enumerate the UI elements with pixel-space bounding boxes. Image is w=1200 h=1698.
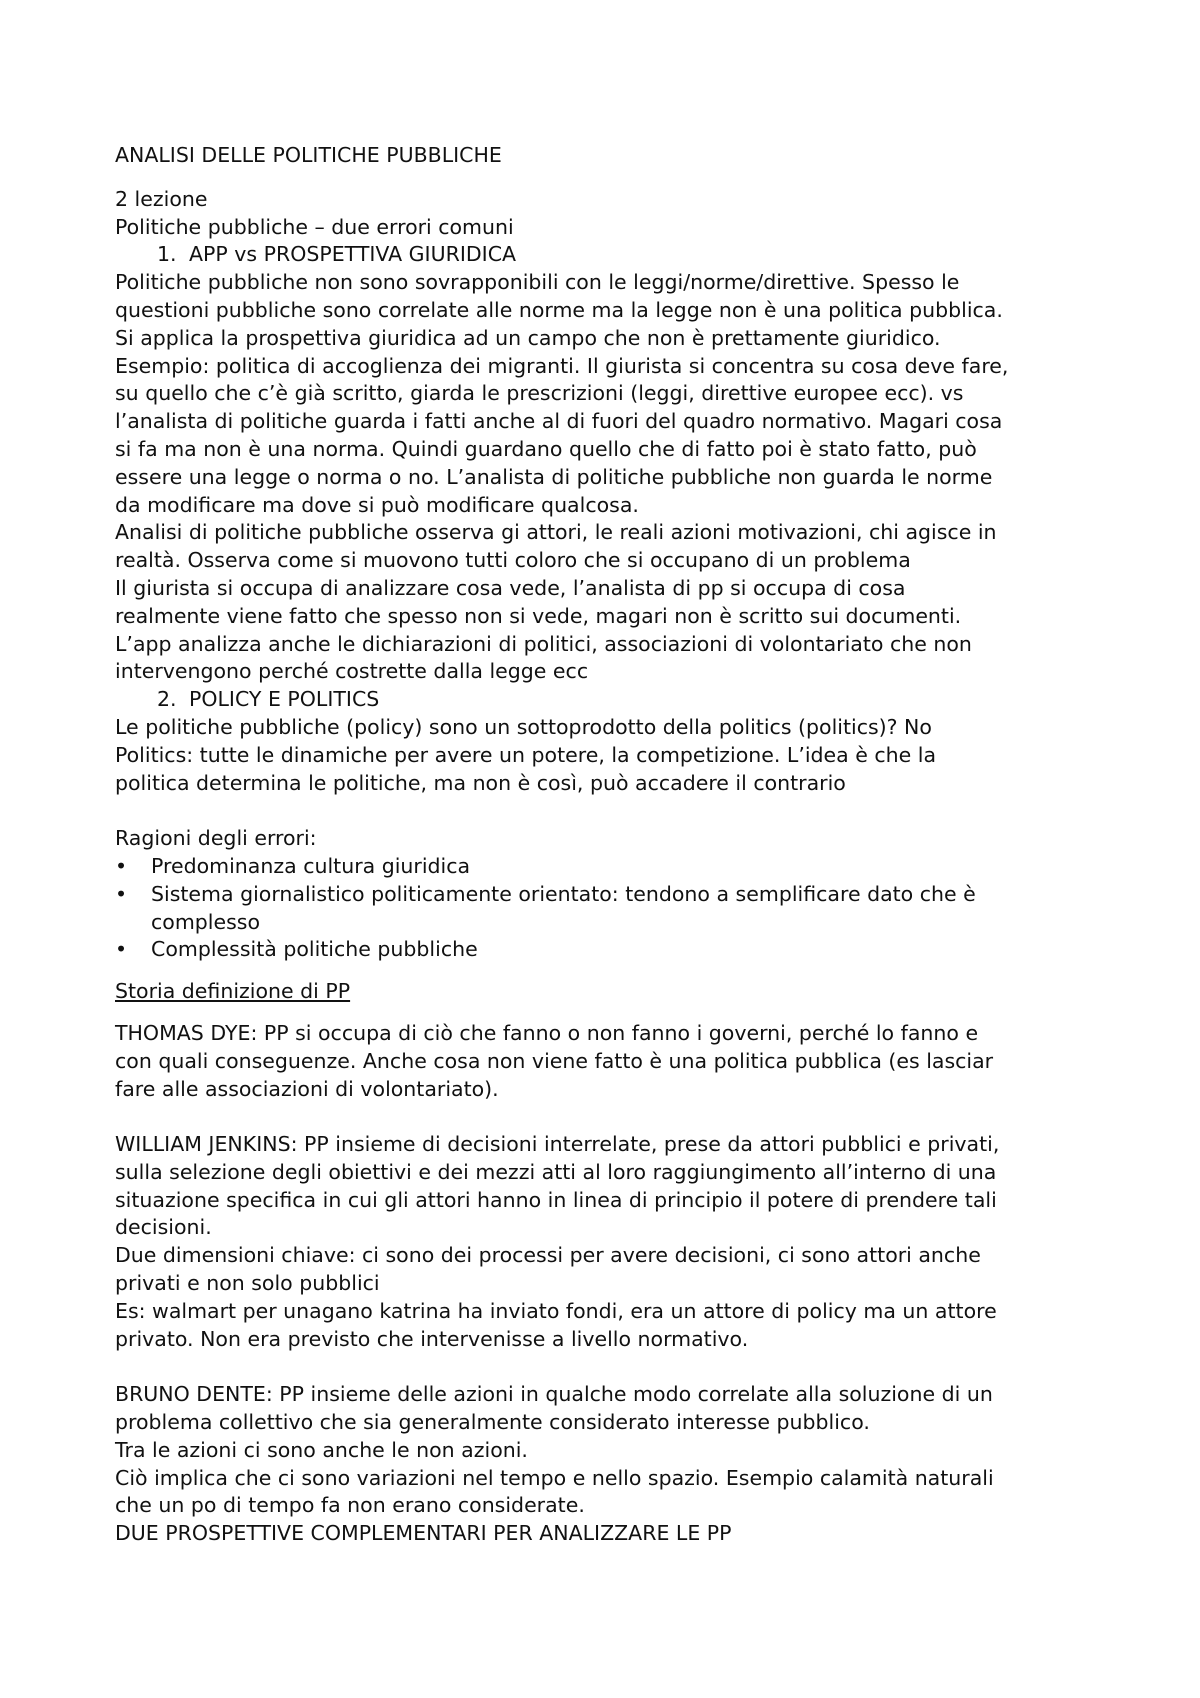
text-line: l’analista di politiche guarda i fatti anche al di fuori del quadro normativo. Magari cosa <box>115 409 1003 434</box>
section-2-body <box>115 714 1115 797</box>
text-line: realmente viene fatto che spesso non si vede, magari non è scritto sui documenti. <box>115 603 962 628</box>
text-line: Si applica la prospettiva giuridica ad un campo che non è prettamente giuridico. <box>115 325 941 350</box>
dente-definition <box>115 1381 1115 1548</box>
text-line: Analisi di politiche pubbliche osserva gi attori, le reali azioni motivazioni, chi agisce in <box>115 520 997 545</box>
text-line: Il giurista si occupa di analizzare cosa vede, l’analista di pp si occupa di cosa <box>115 575 906 600</box>
list-item: • Complessità politiche pubbliche <box>115 936 1115 964</box>
spacer <box>115 1353 1115 1381</box>
spacer <box>115 797 1115 825</box>
text-line: DUE PROSPETTIVE COMPLEMENTARI PER ANALIZZARE LE PP <box>115 1521 732 1546</box>
text-line: WILLIAM JENKINS: PP insieme di decisioni interrelate, prese da attori pubblici e privati, <box>115 1132 1000 1157</box>
text-line: Es: walmart per unagano katrina ha inviato fondi, era un attore di policy ma un attore <box>115 1298 997 1323</box>
document-subtitle: Politiche pubbliche – due errori comuni <box>115 214 514 239</box>
lesson-label: 2 lezione <box>115 186 208 211</box>
list-item: • Predominanza cultura giuridica <box>115 853 1115 881</box>
reasons-heading: Ragioni degli errori: <box>115 826 317 851</box>
text-line: questioni pubbliche sono correlate alle norme ma la legge non è una politica pubblica. <box>115 297 1003 322</box>
text-line: situazione specifica in cui gli attori hanno in linea di principio il potere di prendere tali <box>115 1187 997 1212</box>
text-line: privati e non solo pubblici <box>115 1271 380 1296</box>
spacer <box>115 1103 1115 1131</box>
text-line: Ciò implica che ci sono variazioni nel tempo e nello spazio. Esempio calamità naturali <box>115 1465 994 1490</box>
section-2-number: 2. <box>157 687 177 712</box>
text-line: Le politiche pubbliche (policy) sono un sottoprodotto della politics (politics)? No <box>115 714 932 739</box>
text-line: BRUNO DENTE: PP insieme delle azioni in qualche modo correlate alla soluzione di un <box>115 1382 993 1407</box>
section-2-heading <box>115 686 1115 714</box>
section-2-heading-text: POLICY E POLITICS <box>189 687 380 712</box>
history-heading: Storia definizione di PP <box>115 979 351 1004</box>
text-line: L’app analizza anche le dichiarazioni di politici, associazioni di volontariato che non <box>115 631 972 656</box>
text-line: su quello che c’è già scritto, giarda le prescrizioni (leggi, direttive europee ecc). vs <box>115 381 964 406</box>
list-item-text: Sistema giornalistico politicamente orientato: tendono a semplificare dato che è <box>151 881 976 906</box>
text-line: THOMAS DYE: PP si occupa di ciò che fanno o non fanno i governi, perché lo fanno e <box>115 1020 979 1045</box>
text-line: problema collettivo che sia generalmente considerato interesse pubblico. <box>115 1410 870 1435</box>
jenkins-definition <box>115 1131 1115 1353</box>
document-page <box>115 142 1115 1548</box>
text-line: con quali conseguenze. Anche cosa non viene fatto è una politica pubblica (es lasciar <box>115 1048 994 1073</box>
dye-definition <box>115 1020 1115 1103</box>
spacer <box>115 1006 1115 1020</box>
text-line: essere una legge o norma o no. L’analista di politiche pubbliche non guarda le norme <box>115 464 993 489</box>
text-line: Politiche pubbliche non sono sovrapponibili con le leggi/norme/direttive. Spesso le <box>115 270 960 295</box>
reasons-list <box>115 853 1115 964</box>
section-1-body <box>115 269 1115 686</box>
text-line: si fa ma non è una norma. Quindi guardano quello che di fatto poi è stato fatto, può <box>115 436 977 461</box>
text-line: Due dimensioni chiave: ci sono dei processi per avere decisioni, ci sono attori anche <box>115 1243 981 1268</box>
list-item <box>115 881 1115 937</box>
text-line: decisioni. <box>115 1215 212 1240</box>
text-line: che un po di tempo fa non erano considerate. <box>115 1493 585 1518</box>
section-1-heading-text: APP vs PROSPETTIVA GIURIDICA <box>189 242 517 267</box>
spacer <box>115 964 1115 978</box>
text-line: sulla selezione degli obiettivi e dei mezzi atti al loro raggiungimento all’interno di una <box>115 1159 997 1184</box>
text-line: da modificare ma dove si può modificare qualcosa. <box>115 492 639 517</box>
section-1-number: 1. <box>157 242 177 267</box>
text-line: Esempio: politica di accoglienza dei migranti. Il giurista si concentra su cosa deve fare, <box>115 353 1009 378</box>
text-line: realtà. Osserva come si muovono tutti coloro che si occupano di un problema <box>115 548 911 573</box>
text-line: Politics: tutte le dinamiche per avere un potere, la competizione. L’idea è che la <box>115 742 937 767</box>
text-line: Tra le azioni ci sono anche le non azioni. <box>115 1437 528 1462</box>
text-line: privato. Non era previsto che intervenisse a livello normativo. <box>115 1326 749 1351</box>
list-item-continuation: complesso <box>151 909 261 934</box>
section-1-heading <box>115 241 1115 269</box>
text-line: politica determina le politiche, ma non è così, può accadere il contrario <box>115 770 846 795</box>
text-line: intervengono perché costrette dalla legge ecc <box>115 659 589 684</box>
document-title: ANALISI DELLE POLITICHE PUBBLICHE <box>115 143 502 167</box>
text-line: fare alle associazioni di volontariato). <box>115 1076 499 1101</box>
